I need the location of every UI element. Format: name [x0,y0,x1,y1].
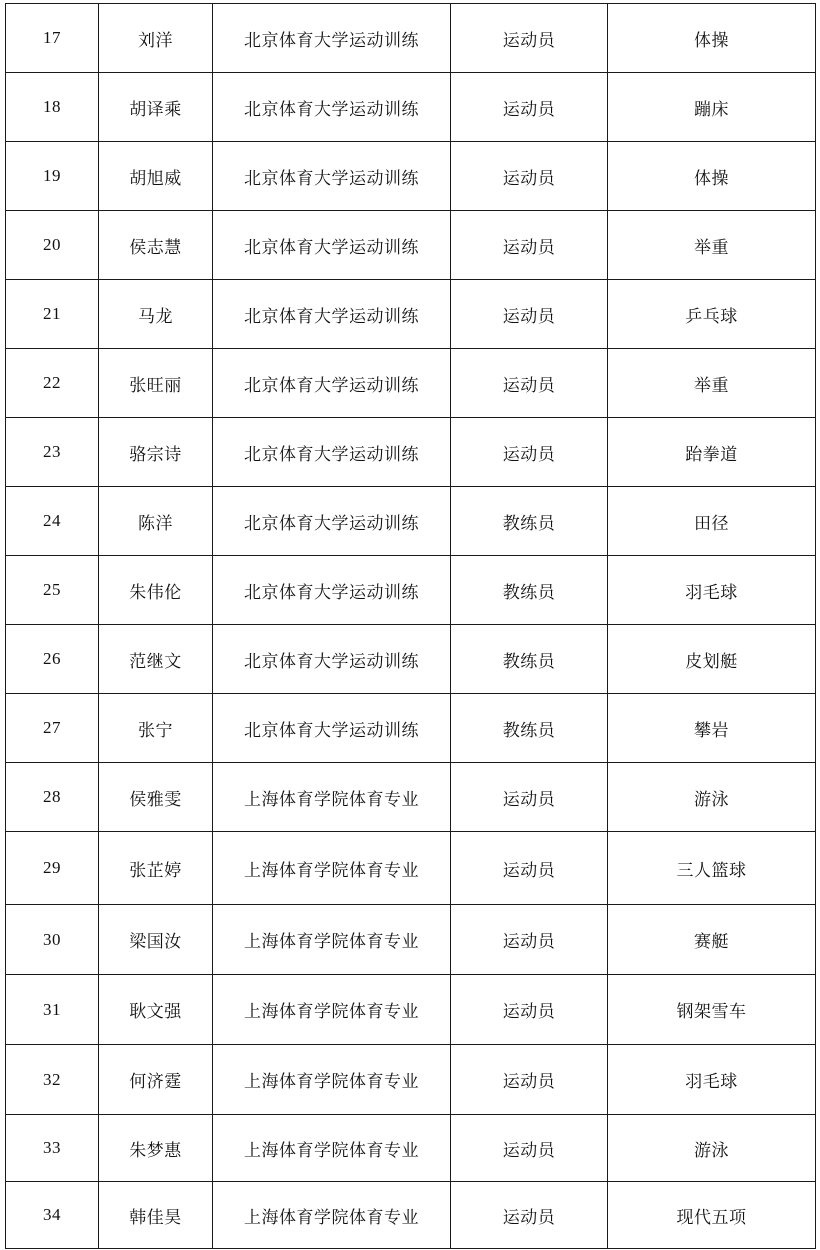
cell-number: 33 [6,1115,99,1182]
cell-sport: 举重 [608,349,816,418]
table-row [6,487,816,556]
cell-school-major: 北京体育大学运动训练 [213,142,451,211]
table-row [6,975,816,1045]
cell-role: 运动员 [451,975,608,1045]
cell-number: 19 [6,142,99,211]
cell-school-major: 上海体育学院体育专业 [213,975,451,1045]
cell-name: 何济霆 [99,1045,213,1115]
cell-name: 朱梦惠 [99,1115,213,1182]
cell-school-major: 上海体育学院体育专业 [213,1045,451,1115]
cell-role: 运动员 [451,763,608,832]
cell-role: 教练员 [451,487,608,556]
cell-number: 26 [6,625,99,694]
cell-role: 教练员 [451,694,608,763]
cell-school-major: 北京体育大学运动训练 [213,487,451,556]
cell-name: 胡旭威 [99,142,213,211]
cell-number: 28 [6,763,99,832]
table-row [6,625,816,694]
cell-name: 马龙 [99,280,213,349]
cell-role: 教练员 [451,625,608,694]
cell-school-major: 北京体育大学运动训练 [213,418,451,487]
cell-number: 22 [6,349,99,418]
cell-sport: 田径 [608,487,816,556]
cell-name: 刘洋 [99,4,213,73]
cell-school-major: 上海体育学院体育专业 [213,832,451,905]
cell-role: 运动员 [451,211,608,280]
cell-name: 张宁 [99,694,213,763]
cell-sport: 乒乓球 [608,280,816,349]
cell-sport: 游泳 [608,763,816,832]
cell-number: 32 [6,1045,99,1115]
cell-number: 27 [6,694,99,763]
roster-table-body [6,4,816,1249]
cell-school-major: 上海体育学院体育专业 [213,1115,451,1182]
cell-number: 34 [6,1182,99,1249]
cell-name: 张旺丽 [99,349,213,418]
cell-sport: 三人篮球 [608,832,816,905]
cell-number: 21 [6,280,99,349]
table-row [6,142,816,211]
cell-name: 张芷婷 [99,832,213,905]
cell-role: 运动员 [451,73,608,142]
cell-role: 运动员 [451,905,608,975]
cell-school-major: 上海体育学院体育专业 [213,763,451,832]
cell-role: 运动员 [451,1182,608,1249]
cell-sport: 体操 [608,142,816,211]
cell-school-major: 北京体育大学运动训练 [213,211,451,280]
cell-sport: 现代五项 [608,1182,816,1249]
table-row [6,1182,816,1249]
cell-role: 运动员 [451,1115,608,1182]
cell-number: 25 [6,556,99,625]
cell-number: 24 [6,487,99,556]
table-row [6,556,816,625]
cell-number: 23 [6,418,99,487]
cell-role: 运动员 [451,418,608,487]
cell-sport: 游泳 [608,1115,816,1182]
table-row [6,280,816,349]
cell-number: 20 [6,211,99,280]
cell-sport: 体操 [608,4,816,73]
cell-sport: 蹦床 [608,73,816,142]
cell-sport: 跆拳道 [608,418,816,487]
cell-sport: 钢架雪车 [608,975,816,1045]
cell-sport: 羽毛球 [608,556,816,625]
cell-school-major: 北京体育大学运动训练 [213,625,451,694]
cell-number: 30 [6,905,99,975]
cell-name: 侯雅雯 [99,763,213,832]
cell-name: 侯志慧 [99,211,213,280]
roster-sheet [5,3,815,1249]
cell-name: 胡译乘 [99,73,213,142]
cell-sport: 羽毛球 [608,1045,816,1115]
cell-school-major: 北京体育大学运动训练 [213,349,451,418]
cell-sport: 皮划艇 [608,625,816,694]
cell-sport: 赛艇 [608,905,816,975]
cell-sport: 攀岩 [608,694,816,763]
cell-school-major: 上海体育学院体育专业 [213,905,451,975]
cell-name: 韩佳昊 [99,1182,213,1249]
cell-number: 29 [6,832,99,905]
cell-name: 朱伟伦 [99,556,213,625]
table-row [6,349,816,418]
cell-role: 运动员 [451,349,608,418]
table-row [6,905,816,975]
cell-number: 18 [6,73,99,142]
cell-sport: 举重 [608,211,816,280]
cell-role: 教练员 [451,556,608,625]
table-row [6,1045,816,1115]
roster-table [5,3,816,1249]
table-row [6,832,816,905]
cell-role: 运动员 [451,832,608,905]
cell-role: 运动员 [451,142,608,211]
table-row [6,4,816,73]
cell-school-major: 北京体育大学运动训练 [213,280,451,349]
cell-name: 范继文 [99,625,213,694]
cell-school-major: 北京体育大学运动训练 [213,4,451,73]
cell-school-major: 北京体育大学运动训练 [213,694,451,763]
cell-name: 陈洋 [99,487,213,556]
cell-role: 运动员 [451,4,608,73]
cell-name: 骆宗诗 [99,418,213,487]
cell-name: 耿文强 [99,975,213,1045]
table-row [6,763,816,832]
cell-school-major: 北京体育大学运动训练 [213,556,451,625]
table-row [6,418,816,487]
table-row [6,211,816,280]
cell-school-major: 北京体育大学运动训练 [213,73,451,142]
table-row [6,694,816,763]
cell-name: 梁国汝 [99,905,213,975]
cell-number: 17 [6,4,99,73]
table-row [6,73,816,142]
cell-role: 运动员 [451,1045,608,1115]
table-row [6,1115,816,1182]
cell-role: 运动员 [451,280,608,349]
cell-school-major: 上海体育学院体育专业 [213,1182,451,1249]
cell-number: 31 [6,975,99,1045]
